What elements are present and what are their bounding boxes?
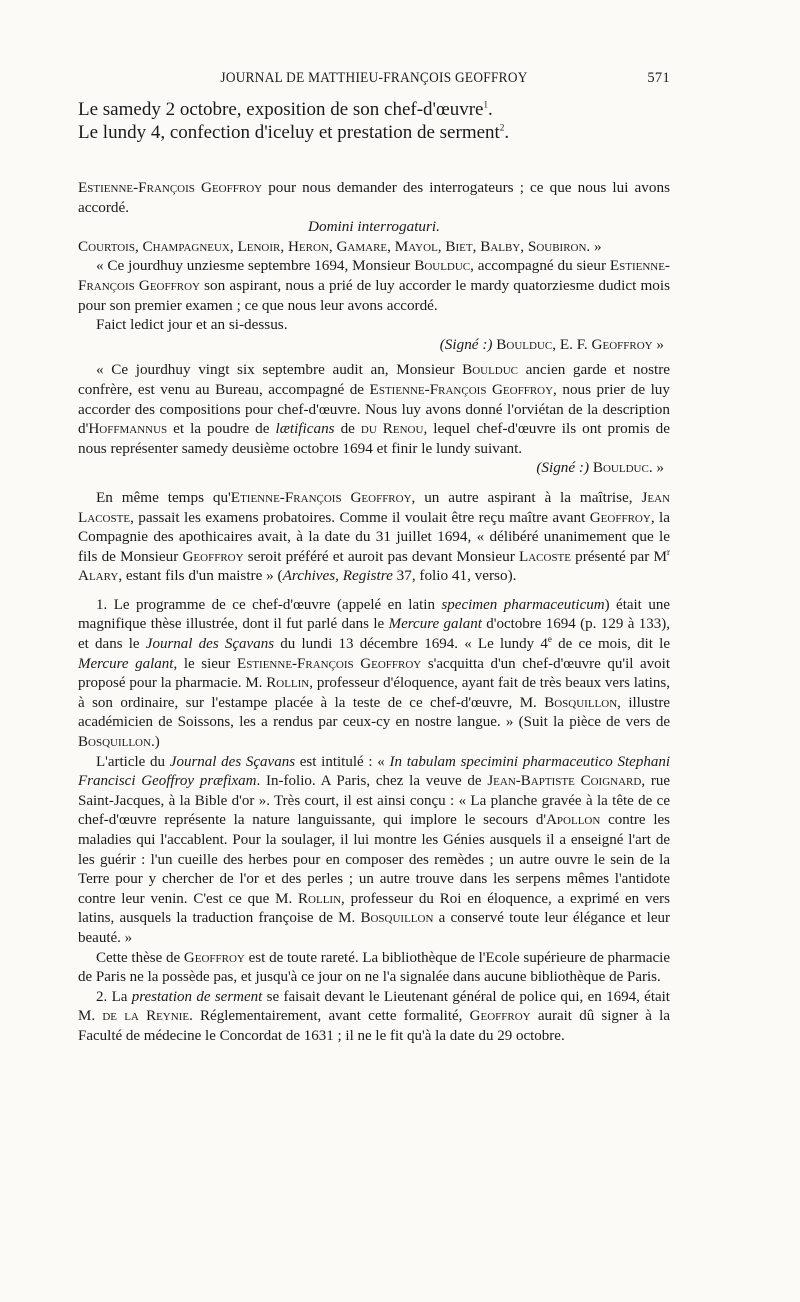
domini-heading: Domini interrogaturi. [308, 218, 440, 236]
note-ref-2[interactable]: 2 [499, 122, 505, 133]
record-paragraph-2: « Ce jourdhuy unziesme septembre 1694, Monsieur Boulduc, accompagné du sieur Estienne-François Geoffroy son aspirant, nous a prié de luy accorder le mardy quatorziesme dudict mois pour son premier examen ; ce que nous leur avons accordé. [78, 257, 671, 314]
record-quote [78, 178, 670, 586]
journal-entries [78, 98, 670, 144]
signature-2: (Signé :) Boulduc. » [536, 459, 664, 477]
footnote-1: 1. Le programme de ce chef-d'œuvre (appelé en latin specimen pharmaceuticum) était une magnifique thèse illustrée, dont il fut parlé dans le Mercure galant d'octobre 1694 (p. 129 à 133), et dans le Journal des Sçavans du lundi 13 décembre 1694. « Le lundy 4e de ce mois, dit le Mercure galant, le sieur Estienne-François Geoffroy s'acquitta d'un chef-d'œuvre qu'il avoit proposé pour la pharmacie. M. Rollin, professeur d'éloquence, ayant fait de très beaux vers latins, à son ordinaire, sur l'estampe placée à la teste de ce chef-d'œuvre, M. Bosquillon, illustre académicien de Soissons, les a rendus par ceux-cy en nostre langue. » (Suit la pièce de vers de Bosquillon.) [78, 596, 671, 751]
book-page [78, 62, 670, 1047]
entry-samedy: Le samedy 2 octobre, exposition de son chef-d'œuvre$^1$. [78, 99, 493, 120]
footnote-1-rarity: Cette thèse de Geoffroy est de toute rareté. La bibliothèque de l'Ecole supérieure de pharmacie de Paris ne la possède pas, et jusqu'à ce jour on ne l'a signalée dans aucune bibliothèque de Paris. [78, 949, 670, 986]
interrogators-list: Courtois, Champagneux, Lenoir, Heron, Gamare, Mayol, Biet, Balby, Soubiron. » [78, 237, 602, 255]
commentary-paragraph: En même temps qu'Etienne-François Geoffroy, un autre aspirant à la maîtrise, Jean Lacoste, passait les examens probatoires. Comme il voulait être reçu maître avant Geoffroy, la Compagnie des apothicaires avait, à la date du 31 juillet 1694, « délibéré unanimement que le fils de Monsieur Geoffroy seroit préféré et auroit pas devant Monsieur Lacoste présenté par $M^r$ Alary, estant fils d'un maistre » (Archives, Registre 37, folio 41, verso). [78, 488, 670, 585]
signature-1: (Signé :) Boulduc, E. F. Geoffroy » [439, 335, 664, 353]
footnote-1-article: L'article du Journal des Sçavans est intitulé : « In tabulam specimini pharmaceutico Stephani Francisci Geoffroy præfixam. In-folio. A Paris, chez la veuve de Jean-Baptiste Coignard, rue Saint-Jacques, à la Bible d'or ». Très court, il est ainsi conçu : « La planche gravée à la tête de ce chef-d'œuvre représente la nature languissante, qui implore le secours d'Apollon contre les maladies qui l'accablent. Pour la soulager, il lui montre les Génies ausquels il a enseigné l'art de les guérir : l'un cueille des herbes pour en composer des remèdes ; un autre ouvre le sein de la Terre pour y chercher de l'or et des perles ; un autre trouve dans les serpens mêmes l'antidote contre leur venin. C'est ce que M. Rollin, professeur du Roi en éloquence, a exprimé en vers latins, ausquels la traduction françoise de M. Bosquillon a conservé toute leur élégance et leur beauté. » [78, 753, 671, 946]
record-paragraph-1: Estienne-François Geoffroy pour nous demander des interrogateurs ; ce que nous lui avons accordé. [78, 179, 670, 216]
running-head [78, 62, 670, 88]
footnote-2: 2. La prestation de serment se faisait devant le Lieutenant général de police qui, en 1694, était M. de la Reynie. Réglementairement, avant cette formalité, Geoffroy aurait dû signer à la Faculté de médecine le Concordat de 1631 ; il ne le fit qu'à la date du 29 octobre. [78, 988, 670, 1044]
running-title: JOURNAL DE MATTHIEU-FRANÇOIS GEOFFROY [220, 70, 528, 86]
footnotes [78, 596, 670, 1047]
note-ref-1[interactable]: 1 [483, 99, 488, 110]
entry-lundy: Le lundy 4, confection d'iceluy et prestation de serment$^2$. [78, 122, 510, 143]
record-closing: Faict ledict jour et an si-dessus. [96, 316, 288, 334]
page-number: 571 [647, 70, 670, 86]
record-paragraph-3: « Ce jourdhuy vingt six septembre audit an, Monsieur Boulduc ancien garde et nostre confrère, est venu au Bureau, accompagné de Estienne-François Geoffroy, nous prier de luy accorder des compositions pour chef-d'œuvre. Nous luy avons donné l'orviétan de la description d'Hoffmannus et la poudre de lætificans de du Renou, lequel chef-d'œuvre ils ont promis de nous représenter samedy deusième octobre 1694 et finir le lundy suivant. [78, 361, 670, 457]
